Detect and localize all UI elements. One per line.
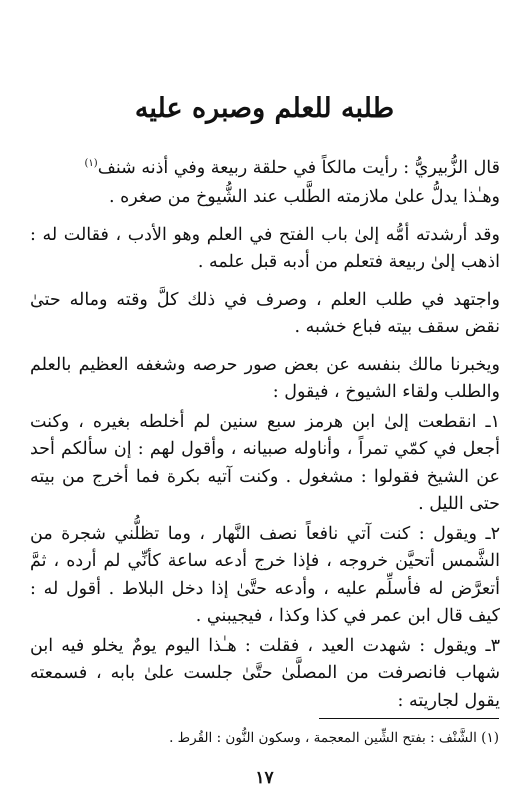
paragraph-1 (30, 150, 500, 182)
paragraph-gap (30, 344, 500, 352)
paragraph-8: ٣ـ ويقول : شهدت العيد ، فقلت : هـٰذا اليوم يومٌ يخلو فيه ابن شهاب فانصرفت من المصلَّىٰ حتَّىٰ جلست علىٰ بابه ، فسمعته يقول لجاريته : (30, 635, 500, 711)
page-title: طلبه للعلم وصبره عليه (134, 93, 395, 124)
paragraph-6: ١ـ انقطعت إلىٰ ابن هرمز سبع سنين لم أخلطه بغيره ، وكنت أجعل في كمّي تمراً ، وأناوله صبيانه ، وأقول لهم : إن سألكم أحد عن الشيخ فقولوا : مشغول . وكنت آتيه بكرة فما أخرج من بيته حتى الليل . (30, 411, 500, 515)
paragraph-gap (30, 214, 500, 222)
footnote-marker[interactable]: (١) (84, 158, 98, 169)
footnote: (١) الشَّنْف : بفتح الشِّين المعجمة ، وسكون النُّون : القُرط . (169, 730, 499, 746)
page-number: ١٧ (255, 768, 274, 788)
body-text (30, 150, 500, 717)
paragraph-gap (30, 279, 500, 287)
paragraph-5: ويخبرنا مالك بنفسه عن بعض صور حرصه وشغفه العظيم بالعلم والطلب ولقاء الشيوخ ، فيقول : (30, 354, 500, 403)
paragraph-7: ٢ـ ويقول : كنت آتي نافعاً نصف النَّهار ، وما تظلُّني شجرة من الشَّمس أتحيَّن خروجه ، فإذا خرج أدعه ساعة كأنِّي لم أرده ، ثمَّ أتعرَّض له فأسلِّم عليه ، وأدعه حتَّىٰ إذا دخل البلاط . أقول له : كيف قال ابن عمر في كذا وكذا ، فيجيبني . (30, 523, 500, 627)
paragraph-2: وهـٰذا يدلُّ علىٰ ملازمته الطَّلب عند الشُّيوخ من صغره . (108, 187, 500, 208)
paragraph-1-text: قال الزُّبيريُّ : رأيت مالكاً في حلقة ربيعة وفي أذنه شنف (97, 157, 500, 178)
paragraph-4: واجتهد في طلب العلم ، وصرف في ذلك كلَّ وقته وماله حتىٰ نقض سقف بيته فباع خشبه . (30, 289, 500, 338)
paragraph-3: وقد أرشدته أمُّه إلىٰ باب الفتح في العلم وهو الأدب ، فقالت له : اذهب إلىٰ ربيعة فتعلم من أدبه قبل علمه . (30, 224, 500, 273)
footnote-divider (319, 718, 499, 719)
